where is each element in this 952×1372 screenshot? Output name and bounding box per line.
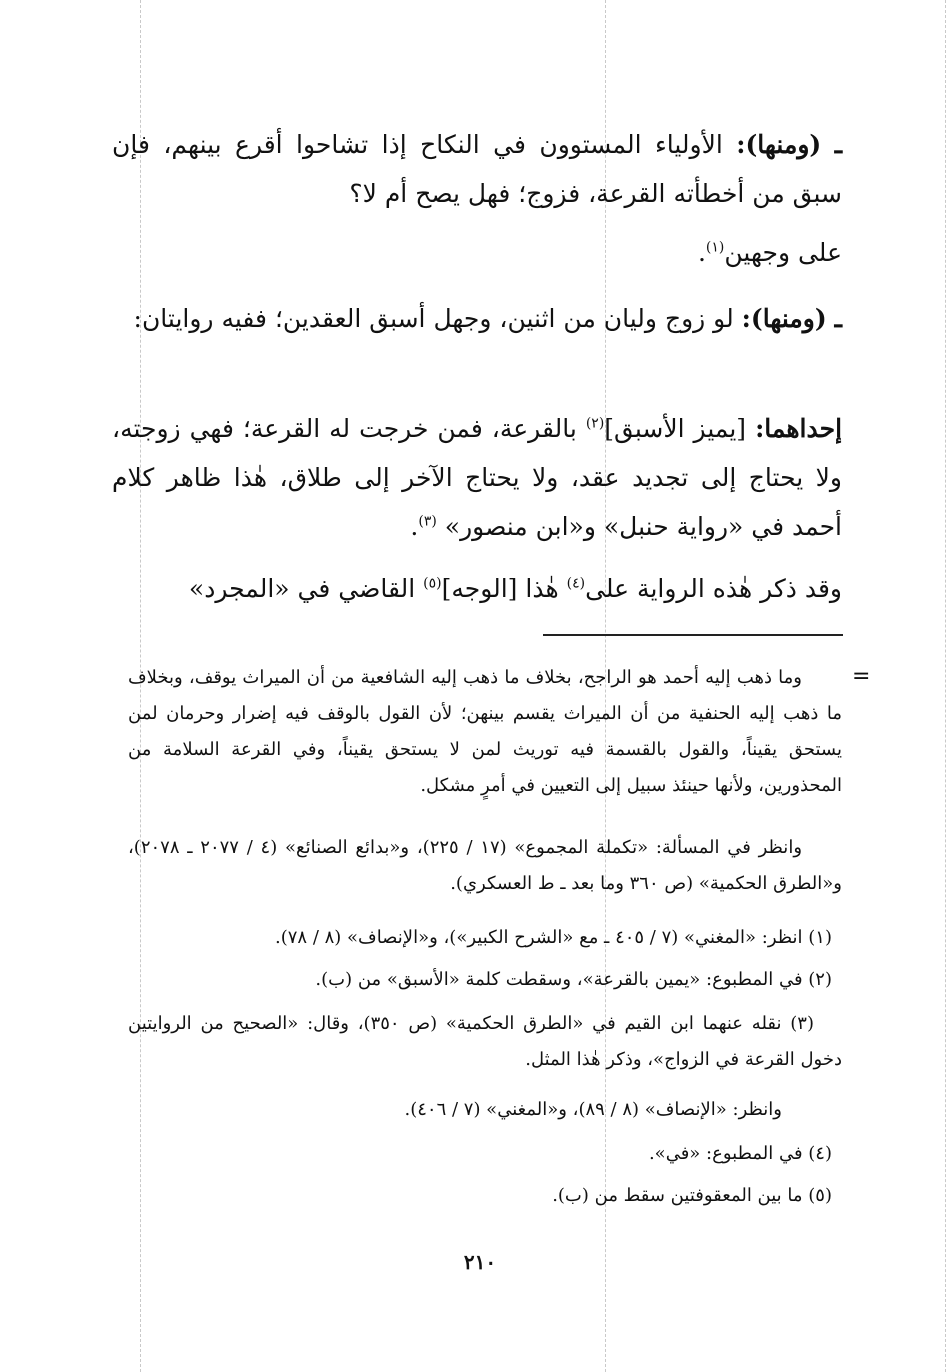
footnote-1: (١) انظر: «المغني» (٧ / ٤٠٥ ـ مع «الشرح الكبير»)، و«الإنصاف» (٨ / ٧٨). — [275, 927, 832, 948]
paragraph-text: القاضي في «المجرد» — [188, 574, 416, 603]
paragraph-5 — [112, 564, 842, 613]
paragraph-4 — [112, 404, 842, 551]
footnote-4: (٤) في المطبوع: «في». — [648, 1143, 832, 1164]
paragraph-2 — [112, 228, 842, 277]
paragraph-text: بالقرعة، فمن خرجت له القرعة؛ فهي زوجته، ولا يحتاج إلى تجديد عقد، ولا يحتاج الآخر إلى طلاق، هٰذا ظاهر كلام أحمد في «رواية حنبل» و«ابن منصور» — [112, 414, 842, 541]
continuation-mark: = — [852, 664, 871, 689]
footnote-ref[interactable]: (٥) — [423, 575, 442, 592]
paragraph-text: الأولياء المستوون في النكاح إذا تشاحوا أقرع بينهم، فإن سبق من أخطأته القرعة، فزوج؛ فهل يصح أم لا؟ — [112, 130, 842, 208]
paragraph-text: لو زوج وليان من اثنين، وجهل أسبق العقدين؛ ففيه روايتان: — [133, 304, 734, 333]
footnote-ref[interactable]: (٤) — [566, 575, 586, 592]
paragraph-end: . — [697, 238, 706, 267]
footnote-continuation-see: وانظر في المسألة: «تكملة المجموع» (١٧ / ٢٢٥)، و«بدائع الصنائع» (٤ / ٢٠٧٧ ـ ٢٠٧٨)، و«الطرق الحكمية» (ص ٣٦٠ وما بعد ـ ط العسكري). — [128, 837, 842, 894]
paragraph-text: على وجهين — [724, 238, 842, 267]
paragraph-lead: (ومنها): — [736, 130, 822, 159]
paragraph-3 — [112, 294, 842, 343]
bracketed-insert: هٰذا [الوجه] — [441, 574, 559, 603]
paragraph-dash: ـ — [834, 304, 842, 333]
footnote-5: (٥) ما بين المعقوفتين سقط من (ب). — [552, 1185, 832, 1206]
footnote-separator — [543, 634, 843, 636]
page-number: ٢١٠ — [463, 1250, 497, 1274]
footnote-3: (٣) نقله عنهما ابن القيم في «الطرق الحكمية» (ص ٣٥٠)، وقال: «الصحيح من الروايتين دخول القرعة في الزواج»، وذكر هٰذا المثل. — [128, 1013, 842, 1070]
paragraph-lead: إحداهما: — [755, 414, 843, 443]
footnote-2: (٢) في المطبوع: «يمين بالقرعة»، وسقطت كلمة «الأسبق» من (ب). — [315, 969, 832, 990]
footnote-continuation: وما ذهب إليه أحمد هو الراجح، بخلاف ما ذهب إليه الشافعية من أن الميراث يوقف، وبخلاف ما ذهب إليه الحنفية من أن الميراث يقسم بينهن؛ لأن القول بالوقف فيه إضرار وحرمان لمن يستحق يقيناً، والقول بالقسمة فيه توريث لمن لا يستحق يقيناً، وفي القرعة السلامة من المحذورين، ولأنها حينئذ سبيل إلى التعيين في أمرٍ مشكل. — [128, 667, 842, 796]
paragraph-end: . — [410, 512, 419, 541]
footnote-ref[interactable]: (٢) — [585, 415, 605, 432]
paragraph-1 — [112, 120, 842, 218]
paragraph-text: وقد ذكر هٰذه الرواية على — [585, 574, 842, 603]
paragraph-dash: ـ — [834, 130, 843, 159]
footnote-ref[interactable]: (٣) — [418, 513, 437, 530]
footnote-3-see: وانظر: «الإنصاف» (٨ / ٨٩)، و«المغني» (٧ / ٤٠٦). — [404, 1099, 782, 1120]
bracketed-insert: [يميز الأسبق] — [604, 414, 747, 443]
margin-guide-right — [945, 0, 946, 1372]
footnote-ref[interactable]: (١) — [705, 239, 725, 256]
paragraph-lead: (ومنها): — [741, 304, 827, 333]
